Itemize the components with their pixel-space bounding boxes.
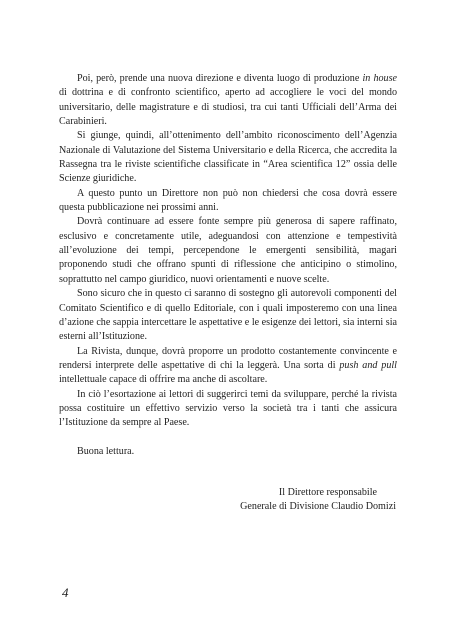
- paragraph-7: In ciò l’esortazione ai lettori di suggerirci temi da sviluppare, perché la rivista possa costituire un effettivo servizio verso la società tra i tanti che assicura l’Istituzione da sempre al Paese.: [59, 388, 397, 429]
- closing-line: Buona lettura.: [77, 445, 135, 457]
- paragraph-6: [59, 345, 397, 388]
- paragraph-1-after: di dottrina e di confronto scientifico, aperto ad accogliere le voci del mondo universitario, delle magistrature e di studiosi, tra cui tanti Ufficiali dell’Arma dei Carabinieri.: [59, 87, 397, 128]
- signature-block: [150, 486, 396, 515]
- paragraph-1-emphasis: in house: [362, 73, 397, 84]
- paragraph-6-after: intellettuale capace di offrire ma anche di ascoltare.: [59, 374, 268, 386]
- page-number: 4: [62, 585, 69, 600]
- paragraph-1: [59, 72, 397, 129]
- paragraph-5: Sono sicuro che in questo ci saranno di sostegno gli autorevoli componenti del Comitato Scientifico e di quello Editoriale, con i quali imposteremo con una linea d’azione che sappia intercettare le aspettative e le esigenze dei lettori, sia interni sia esterni all’Istituzione.: [59, 288, 397, 343]
- signature-title: Il Direttore responsabile: [278, 487, 377, 498]
- signature-name: Generale di Divisione Claudio Domizi: [240, 501, 396, 513]
- paragraph-6-before: La Rivista, dunque, dovrà proporre un prodotto costantemente convincente e rendersi interprete delle aspettative di chi la leggerà. Una sorta di: [59, 345, 397, 371]
- paragraph-2: Si giunge, quindi, all’ottenimento dell’ambito riconoscimento dell’Agenzia Nazionale di Valutazione del Sistema Universitario e della Ricerca, che accredita la Rassegna tra le riviste scientifiche classificate in “Area scientifica 12” ossia delle Scienze giuridiche.: [59, 130, 397, 185]
- editorial-body: [59, 72, 397, 459]
- paragraph-1-before: Poi, però, prende una nuova direzione e diventa luogo di produzione: [77, 73, 363, 84]
- paragraph-6-emphasis: push and pull: [339, 359, 397, 371]
- paragraph-3: A questo punto un Direttore non può non chiedersi che cosa dovrà essere questa pubblicazione nei prossimi anni.: [59, 187, 397, 214]
- paragraph-4: Dovrà continuare ad essere fonte sempre più generosa di sapere raffinato, esclusivo e concretamente utile, adeguandosi con attenzione e tempestività all’evoluzione dei tempi, percependone le emergenti sensibilità, magari proponendo studi che offrano spunti di riflessione che anticipino o stimolino, soprattutto nel campo giuridico, nuovi orientamenti e nuove scelte.: [59, 216, 397, 285]
